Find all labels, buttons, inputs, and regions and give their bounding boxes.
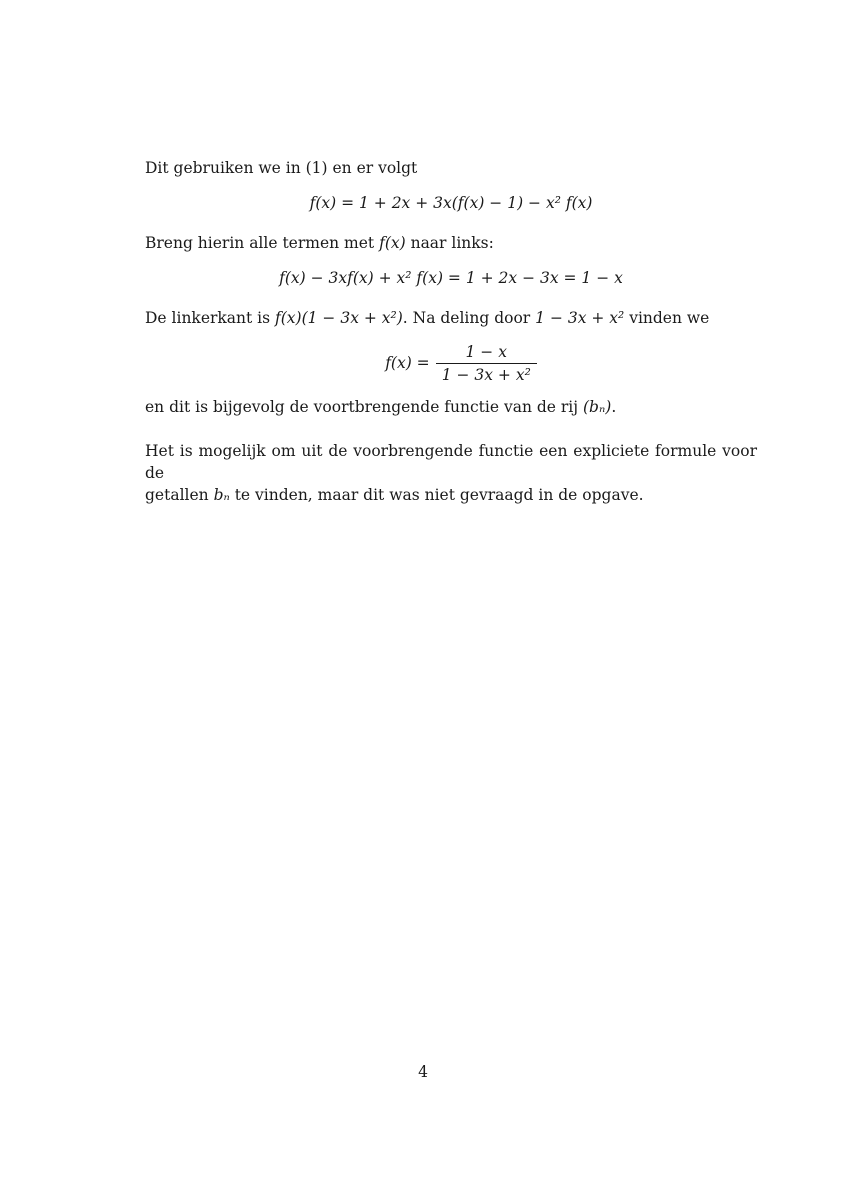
paragraph-move-terms: [145, 232, 757, 254]
paragraph-intro: [145, 157, 757, 179]
equation-3: [145, 338, 757, 388]
paragraph-remark-line2-prefix: getallen: [145, 486, 214, 504]
equation-2-text: f(x) − 3xf(x) + x² f(x) = 1 + 2x − 3x = 1 − x: [279, 269, 623, 287]
fraction: [436, 343, 537, 384]
inline-math-fx: f(x): [379, 234, 406, 252]
paragraph-left-side: [145, 307, 757, 329]
inline-math-bn: bₙ: [213, 486, 230, 504]
paragraph-conclusion-suffix: .: [611, 398, 617, 416]
paragraph-move-terms-prefix: Breng hierin alle termen met: [145, 234, 380, 252]
paragraph-left-side-mid: . Na deling door: [402, 309, 536, 327]
equation-3-lhs: f(x) =: [385, 354, 430, 372]
equation-1-text: f(x) = 1 + 2x + 3x(f(x) − 1) − x² f(x): [309, 194, 593, 212]
paragraph-remark: [145, 440, 757, 506]
equation-1: [145, 194, 757, 212]
paragraph-remark-line1: Het is mogelijk om uit de voorbrengende functie een expliciete formule voor de: [145, 442, 757, 482]
paragraph-conclusion-prefix: en dit is bijgevolg de voortbrengende functie van de rij: [145, 398, 583, 416]
inline-math-divisor: 1 − 3x + x²: [535, 309, 625, 327]
paragraph-left-side-prefix: De linkerkant is: [145, 309, 276, 327]
inline-math-left-side: f(x)(1 − 3x + x²): [275, 309, 403, 327]
page-number: 4: [418, 1063, 428, 1081]
equation-2: [145, 269, 757, 287]
paragraph-left-side-suffix: vinden we: [624, 309, 710, 327]
paragraph-move-terms-suffix: naar links:: [405, 234, 494, 252]
fraction-denominator: 1 − 3x + x²: [441, 365, 531, 384]
paragraph-intro-text: Dit gebruiken we in (1) en er volgt: [145, 159, 418, 177]
paragraph-remark-line2-suffix: te vinden, maar dit was niet gevraagd in de opgave.: [229, 486, 644, 504]
fraction-numerator: 1 − x: [465, 342, 507, 361]
paragraph-conclusion: [145, 396, 757, 418]
inline-math-sequence: (bₙ): [583, 398, 612, 416]
